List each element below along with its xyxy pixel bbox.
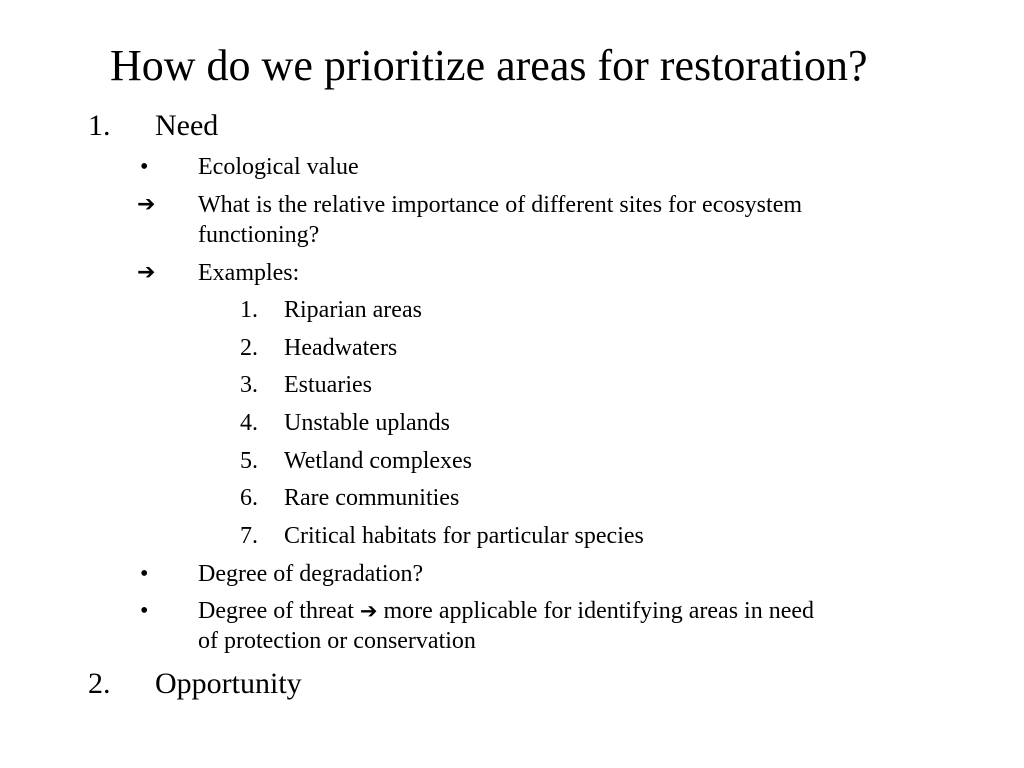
arrow-right-icon: ➔	[359, 599, 378, 623]
subitem-text: Degree of degradation?	[198, 561, 424, 587]
example-text: Headwaters	[284, 335, 398, 361]
item-label: Need	[155, 109, 219, 142]
bullet-icon: •	[140, 561, 149, 587]
example-number: 3.	[240, 372, 258, 398]
example-number: 7.	[240, 523, 258, 549]
example-text: Estuaries	[284, 372, 372, 398]
example-text: Rare communities	[284, 485, 460, 511]
example-number: 6.	[240, 485, 258, 511]
subitem-text: Examples:	[198, 260, 300, 286]
subitem-text-line1: What is the relative importance of different sites for ecosystem	[198, 192, 803, 218]
example-number: 2.	[240, 335, 258, 361]
example-number: 5.	[240, 448, 258, 474]
item-number: 2.	[88, 667, 111, 700]
bullet-icon: •	[140, 154, 149, 180]
subitem-text-part1: Degree of threat	[198, 598, 354, 624]
example-number: 4.	[240, 410, 258, 436]
arrow-right-icon: ➔	[137, 192, 156, 217]
example-text: Critical habitats for particular species	[284, 523, 644, 549]
subitem-text-part2: more applicable for identifying areas in need	[383, 598, 815, 624]
example-text: Riparian areas	[284, 297, 422, 323]
arrow-right-icon: ➔	[137, 260, 156, 285]
subitem-text: Ecological value	[198, 154, 359, 180]
slide-title: How do we prioritize areas for restoration?	[110, 41, 868, 90]
subitem-text-line2: of protection or conservation	[198, 628, 476, 654]
item-label: Opportunity	[155, 667, 302, 700]
example-number: 1.	[240, 297, 258, 323]
subitem-text	[198, 190, 958, 250]
item-number: 1.	[88, 109, 111, 142]
subitem-text-line2: functioning?	[198, 222, 320, 248]
example-text: Unstable uplands	[284, 410, 450, 436]
subitem-text	[198, 596, 958, 656]
example-text: Wetland complexes	[284, 448, 473, 474]
bullet-icon: •	[140, 598, 149, 624]
